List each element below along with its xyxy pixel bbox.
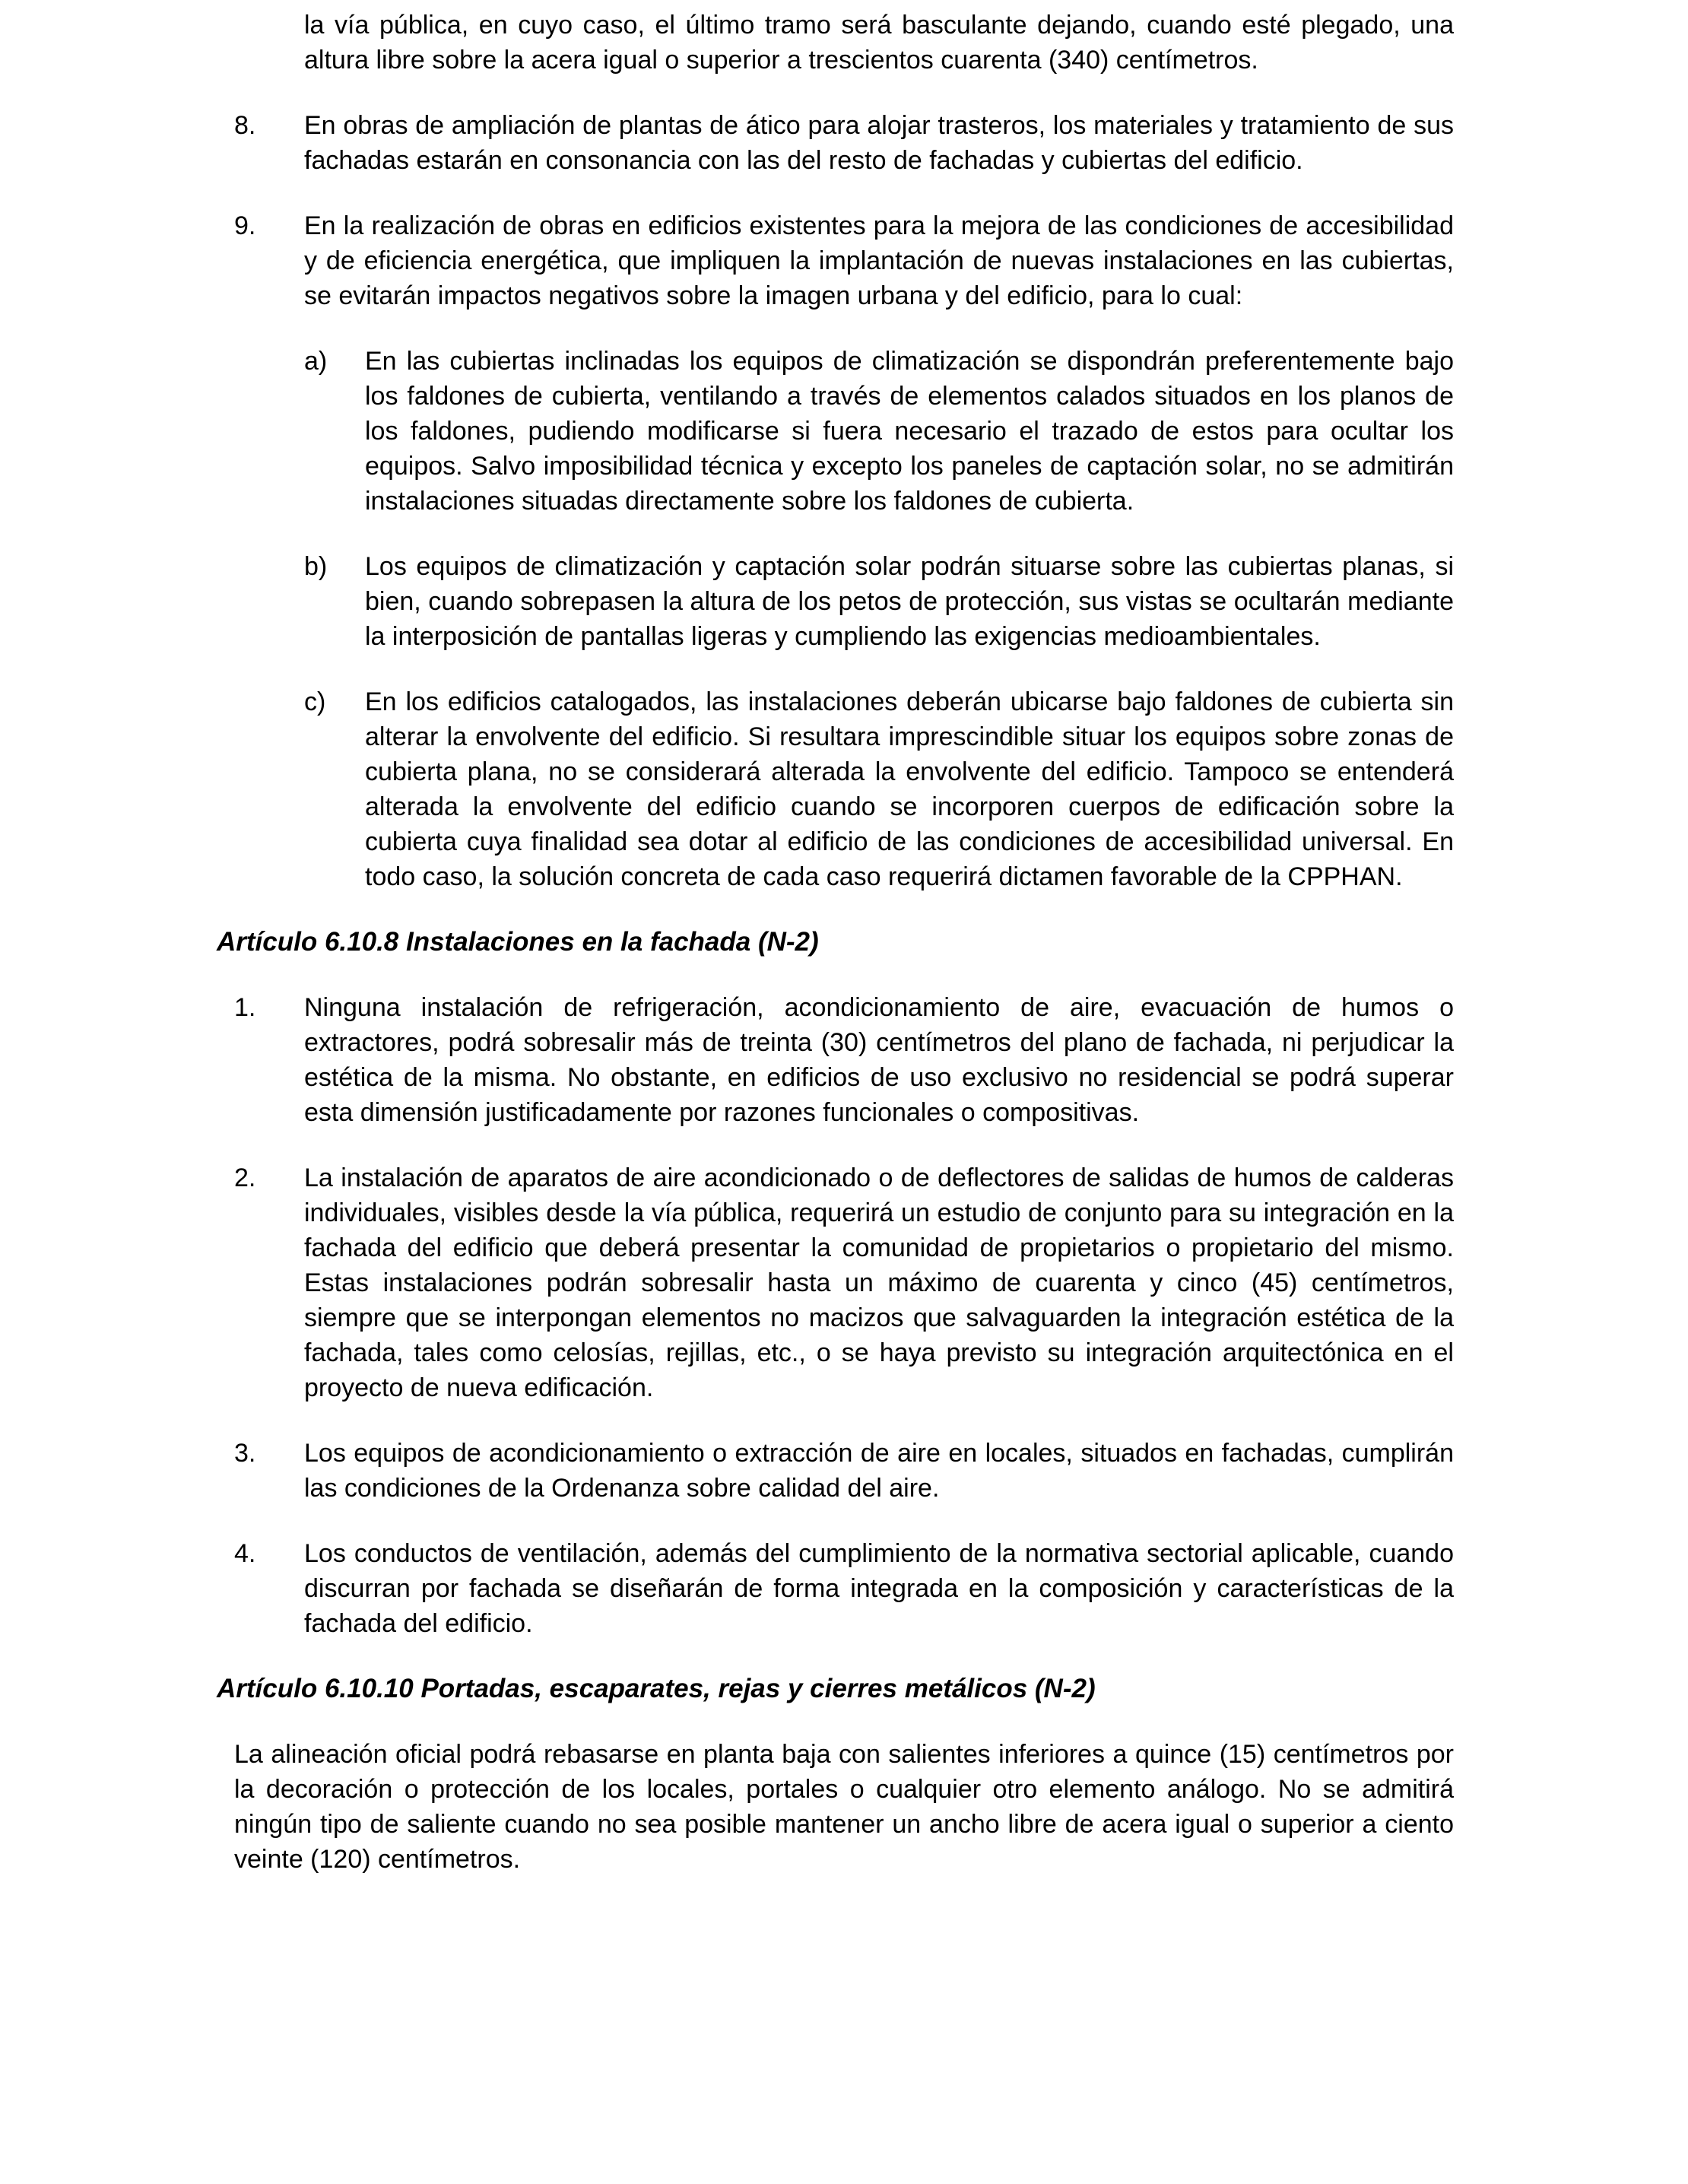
item-number: 4. [234,1539,256,1568]
sub-item-text: Los equipos de climatización y captación solar podrán situarse sobre las cubiertas planas, si bien, cuando sobrepasen la altura de los petos de protección, sus vistas se ocultarán mediante la interposición de pantallas ligeras y cumpliendo las exigencias medioambientales. [365,552,1454,651]
item-text: Los conductos de ventilación, además del cumplimiento de la normativa sectorial aplicable, cuando discurran por fachada se diseñarán de forma integrada en la composición y características de la fachada del edificio. [304,1539,1454,1638]
item-number: 9. [234,211,256,240]
sub-item-text: En los edificios catalogados, las instalaciones deberán ubicarse bajo faldones de cubierta sin alterar la envolvente del edificio. Si resultara imprescindible situar los equipos sobre zonas de cubierta plana, no se considerará alterada la envolvente del edificio. Tampoco se entenderá alterada la envolvente del edificio cuando se incorporen cuerpos de edificación sobre la cubierta cuya finalidad sea dotar al edificio de las condiciones de accesibilidad universal. En todo caso, la solución concreta de cada caso requerirá dictamen favorable de la CPPHAN. [365,687,1454,891]
item-text: La instalación de aparatos de aire acondicionado o de deflectores de salidas de humos de calderas individuales, visibles desde la vía pública, requerirá un estudio de conjunto para su integración en la fachada del edificio que deberá presentar la comunidad de propietarios o propietario del mismo. Estas instalaciones podrán sobresalir hasta un máximo de cuarenta y cinco (45) centímetros, siempre que se interpongan elementos no macizos que salvaguarden la integración estética de la fachada, tales como celosías, rejillas, etc., o se haya previsto su integración arquitectónica en el proyecto de nueva edificación. [304,1163,1454,1402]
item-text: En la realización de obras en edificios existentes para la mejora de las condiciones de accesibilidad y de eficiencia energética, que impliquen la implantación de nuevas instalaciones en las cubiertas, se evitarán impactos negativos sobre la imagen urbana y del edificio, para lo cual: [304,211,1454,310]
item-text: Ninguna instalación de refrigeración, acondicionamiento de aire, evacuación de humos o extractores, podrá sobresalir más de treinta (30) centímetros del plano de fachada, ni perjudicar la estética de la misma. No obstante, en edificios de uso exclusivo no residencial se podrá superar esta dimensión justificadamente por razones funcionales o compositivas. [304,993,1454,1127]
list-item-1 [234,990,1454,1130]
sub-item-letter: a) [304,347,328,376]
sub-item-a [304,344,1454,519]
item-number: 3. [234,1439,256,1468]
item-number: 2. [234,1163,256,1192]
list-item-4 [234,1536,1454,1641]
item-text: Los equipos de acondicionamiento o extracción de aire en locales, situados en fachadas, cumplirán las condiciones de la Ordenanza sobre calidad del aire. [304,1439,1454,1503]
item-number: 1. [234,993,256,1022]
list-item-2 [234,1160,1454,1405]
closing-paragraph: La alineación oficial podrá rebasarse en planta baja con salientes inferiores a quince (15) centímetros por la decoración o protección de los locales, portales o cualquier otro elemento análogo. No se admitirá ningún tipo de saliente cuando no sea posible mantener un ancho libre de acera igual o superior a ciento veinte (120) centímetros. [234,1740,1454,1874]
item-text: En obras de ampliación de plantas de ático para alojar trasteros, los materiales y tratamiento de sus fachadas estarán en consonancia con las del resto de fachadas y cubiertas del edificio. [304,111,1454,175]
sub-item-b [304,549,1454,654]
sub-item-c [304,684,1454,894]
list-item-8 [234,108,1454,178]
continuation-paragraph: la vía pública, en cuyo caso, el último tramo será basculante dejando, cuando esté plegado, una altura libre sobre la acera igual o superior a trescientos cuarenta (340) centímetros. [304,11,1454,75]
list-item-9 [234,208,1454,313]
sub-item-letter: c) [304,687,326,716]
section-heading-articulo-6-10-10: Artículo 6.10.10 Portadas, escaparates, rejas y cierres metálicos (N-2) [217,1674,1096,1703]
list-item-3 [234,1436,1454,1506]
item-number: 8. [234,111,256,140]
sub-item-letter: b) [304,552,328,581]
sub-item-text: En las cubiertas inclinadas los equipos de climatización se dispondrán preferentemente bajo los faldones de cubierta, ventilando a través de elementos calados situados en los planos de los faldones, pudiendo modificarse si fuera necesario el trazado de estos para ocultar los equipos. Salvo imposibilidad técnica y excepto los paneles de captación solar, no se admitirán instalaciones situadas directamente sobre los faldones de cubierta. [365,347,1454,516]
section-heading-articulo-6-10-8: Artículo 6.10.8 Instalaciones en la fachada (N-2) [217,927,819,957]
